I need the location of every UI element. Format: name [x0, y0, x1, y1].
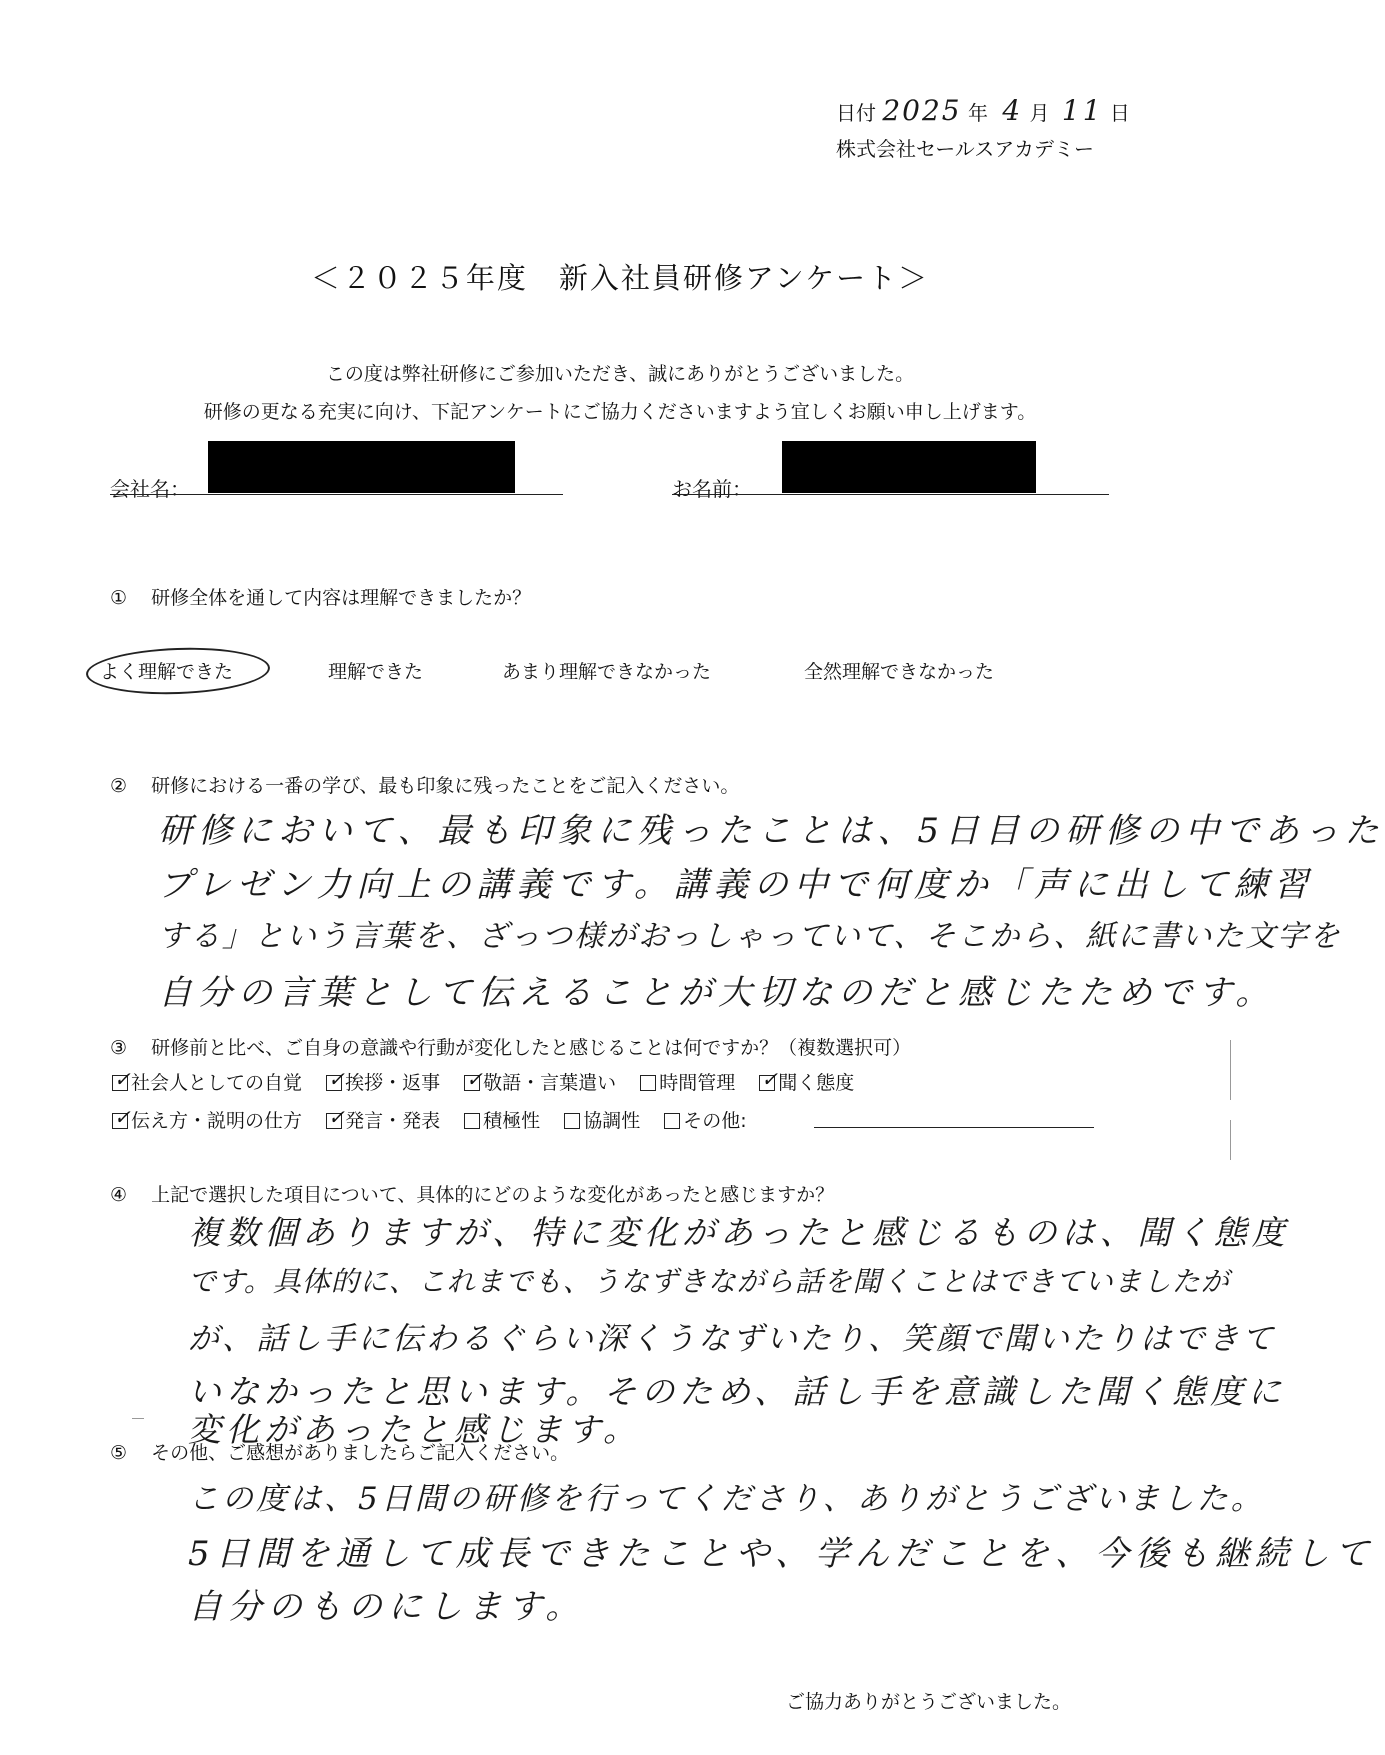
- scan-artifact-right-2: [1230, 1120, 1231, 1160]
- q3-option-initiative[interactable]: 積極性: [464, 1110, 546, 1132]
- date-year-unit: 年: [967, 101, 988, 125]
- q4-answer-line-4: いなかったと思います。そのため、話し手を意識した聞く態度に: [188, 1372, 1287, 1411]
- q3-option-social-awareness[interactable]: ✓ 社会人としての自覚: [114, 1067, 303, 1094]
- check-icon: ✓: [761, 1067, 779, 1091]
- q3-option-presentation[interactable]: ✓ 発言・発表: [328, 1105, 441, 1132]
- q3-option-explaining[interactable]: ✓ 伝え方・説明の仕方: [114, 1105, 303, 1132]
- q4-answer-line-2: です。具体的に、これまでも、うなずきながら話を聞くことはできていましたが: [188, 1265, 1230, 1298]
- q1-number: ①: [110, 587, 128, 609]
- scan-artifact-left: [132, 1418, 144, 1419]
- q1-selection-circle: [85, 645, 270, 697]
- check-icon: ✓: [466, 1067, 483, 1091]
- q1-option-2[interactable]: 理解できた: [328, 661, 424, 683]
- q3-option-listening[interactable]: ✓ 聞く態度: [761, 1067, 855, 1094]
- q3-checkbox-3[interactable]: [464, 1067, 483, 1091]
- intro-line-1: この度は弊社研修にご参加いただき、誠にありがとうございました。: [325, 363, 915, 385]
- q2-question: [110, 771, 739, 798]
- footer-thanks: ご協力ありがとうございました。: [786, 1691, 1072, 1713]
- q3-checkbox-5[interactable]: [759, 1067, 779, 1091]
- q3-checkbox-2[interactable]: [326, 1067, 345, 1091]
- date-month: 4: [1002, 94, 1024, 127]
- date-year: 2025: [882, 94, 962, 127]
- q2-answer-line-3: する」という言葉を、ざっつ様がおっしゃっていて、そこから、紙に書いた文字を: [158, 919, 1342, 954]
- check-icon: ✓: [114, 1067, 131, 1091]
- q3-option-greeting[interactable]: ✓ 挨拶・返事: [328, 1067, 441, 1094]
- q3-checkbox-7[interactable]: [326, 1105, 345, 1129]
- q1-option-3[interactable]: あまり理解できなかった: [502, 661, 712, 683]
- scan-artifact-right: [1230, 1040, 1231, 1100]
- q3-option-other[interactable]: その他:: [664, 1110, 746, 1132]
- q5-answer-line-3: 自分のものにします。: [188, 1587, 586, 1627]
- q3-number: ③: [110, 1037, 128, 1059]
- q1-option-1[interactable]: よく理解できた: [100, 661, 234, 683]
- name-redaction: [782, 441, 1036, 493]
- q5-answer-line-2: 5日間を通して成長できたことや、学んだことを、今後も継続して: [188, 1534, 1375, 1574]
- q3-option-keigo[interactable]: ✓ 敬語・言葉遣い: [466, 1067, 617, 1094]
- q5-question: [110, 1438, 569, 1465]
- q3-text: 研修前と比べ、ご自身の意識や行動が変化したと感じることは何ですか？（複数選択可）: [151, 1037, 912, 1059]
- q3-row-2: [112, 1106, 765, 1133]
- name-field-underline: [672, 494, 1109, 495]
- company-field-underline: [110, 494, 563, 495]
- q4-answer-line-5: 変化があったと感じます。: [188, 1410, 642, 1449]
- q2-answer-line-1: 研修において、最も印象に残ったことは、5日目の研修の中であった: [158, 811, 1385, 851]
- q4-number: ④: [110, 1184, 128, 1206]
- q4-question: [110, 1180, 834, 1207]
- page-title: ＜２０２５年度 新入社員研修アンケート＞: [310, 261, 930, 295]
- q2-number: ②: [110, 775, 128, 797]
- company-field-label: 会社名：: [110, 477, 190, 501]
- name-field-label: お名前：: [672, 477, 752, 501]
- intro-line-2: 研修の更なる充実に向け、下記アンケートにご協力くださいますよう宜しくお願い申し上げます。: [203, 401, 1037, 423]
- q3-checkbox-1[interactable]: [112, 1067, 131, 1091]
- q3-other-underline[interactable]: [814, 1127, 1094, 1128]
- q5-answer-line-1: この度は、5日間の研修を行ってくださり、ありがとうございました。: [188, 1481, 1265, 1517]
- check-icon: ✓: [328, 1067, 345, 1091]
- q2-answer-line-2: プレゼン力向上の講義です。講義の中で何度か「声に出して練習: [158, 865, 1314, 905]
- date-line: [836, 94, 1130, 127]
- q4-answer-line-1: 複数個ありますが、特に変化があったと感じるものは、聞く態度: [188, 1213, 1290, 1252]
- q2-text: 研修における一番の学び、最も印象に残ったことをご記入ください。: [151, 775, 740, 797]
- q3-option-cooperation[interactable]: 協調性: [564, 1110, 646, 1132]
- organizer-company: 株式会社セールスアカデミー: [836, 137, 1094, 161]
- date-month-unit: 月: [1029, 101, 1050, 125]
- q3-checkbox-4[interactable]: [640, 1075, 656, 1091]
- date-day-unit: 日: [1109, 101, 1130, 125]
- company-redaction: [208, 441, 515, 493]
- q3-checkbox-6[interactable]: [112, 1105, 131, 1129]
- q1-text: 研修全体を通して内容は理解できましたか？: [151, 587, 532, 609]
- q3-checkbox-8[interactable]: [464, 1113, 480, 1129]
- date-day: 11: [1061, 94, 1104, 127]
- q3-question: [110, 1033, 911, 1060]
- q1-question: [110, 583, 531, 610]
- date-label: 日付: [836, 101, 876, 125]
- q3-row-1: [112, 1068, 872, 1095]
- check-icon: ✓: [114, 1105, 131, 1129]
- q4-text: 上記で選択した項目について、具体的にどのような変化があったと感じますか？: [151, 1184, 835, 1206]
- q3-option-time-management[interactable]: 時間管理: [640, 1072, 741, 1094]
- check-icon: ✓: [328, 1105, 345, 1129]
- q3-checkbox-9[interactable]: [564, 1113, 580, 1129]
- q3-checkbox-10[interactable]: [664, 1113, 680, 1129]
- q4-answer-line-3: が、話し手に伝わるぐらい深くうなずいたり、笑顔で聞いたりはできて: [188, 1321, 1276, 1357]
- q5-number: ⑤: [110, 1442, 128, 1464]
- q1-option-4[interactable]: 全然理解できなかった: [804, 661, 995, 683]
- q2-answer-line-4: 自分の言葉として伝えることが大切なのだと感じたためです。: [158, 973, 1276, 1013]
- q5-text: その他、ご感想がありましたらご記入ください。: [151, 1442, 570, 1464]
